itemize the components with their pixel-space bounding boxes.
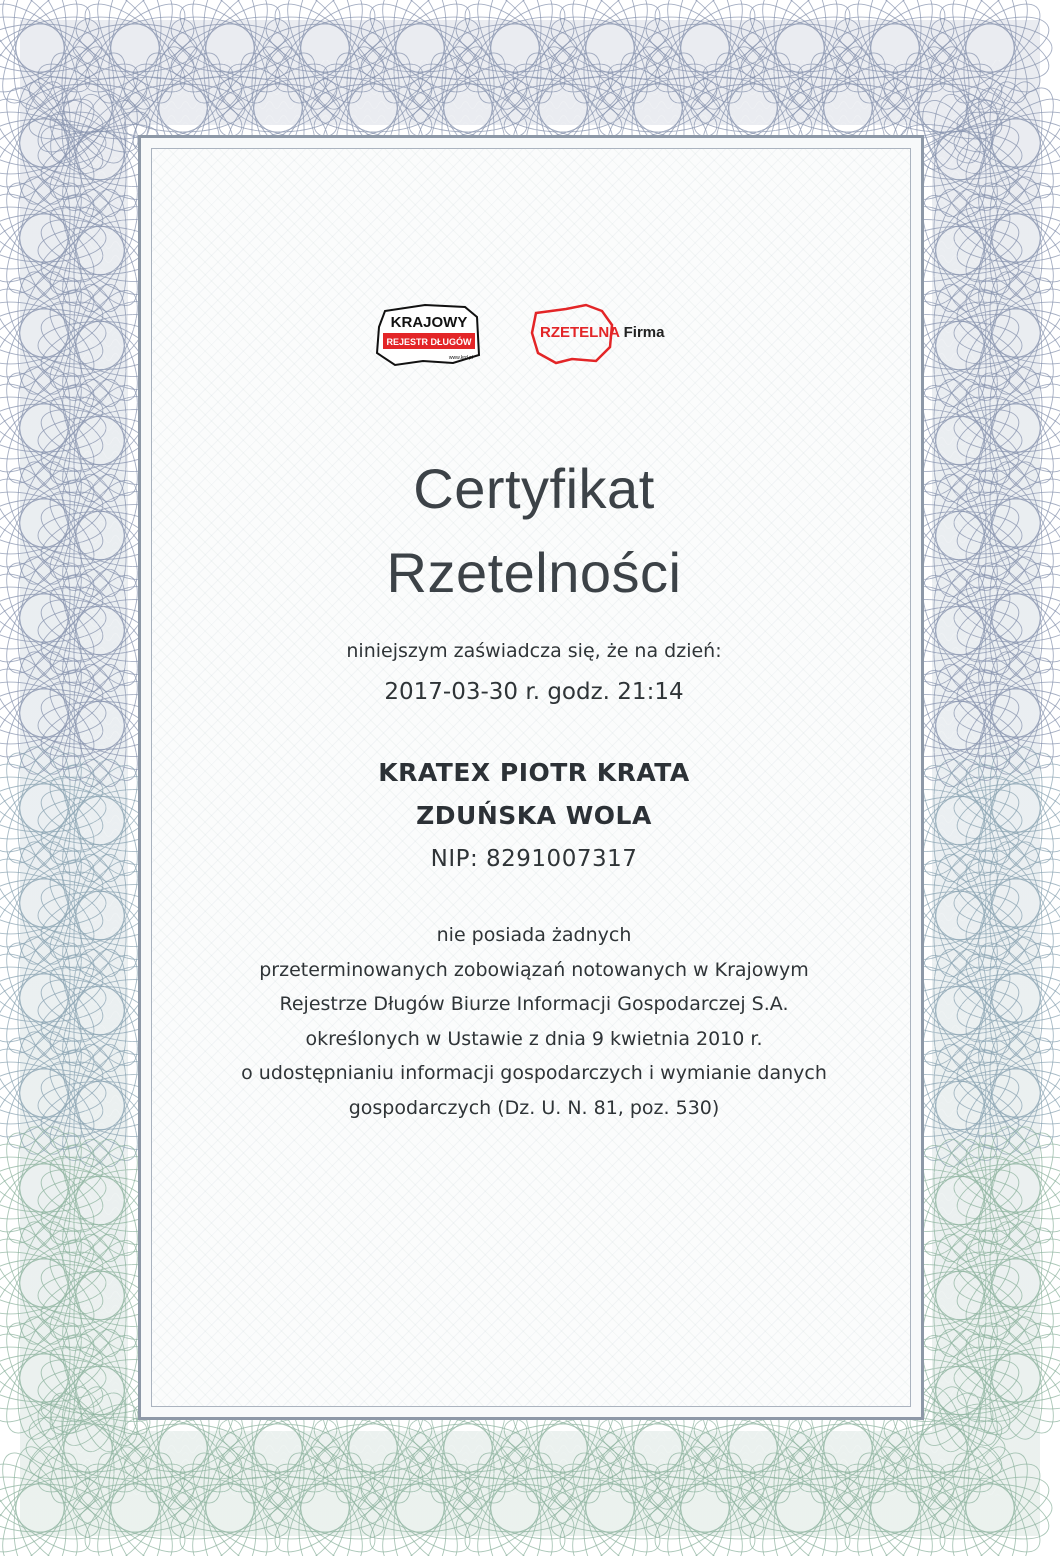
krd-logo — [373, 303, 485, 367]
certificate-title-line1: Certyfikat — [413, 457, 655, 520]
statement-line: o udostępnianiu informacji gospodarczych i wymianie danych — [241, 1062, 827, 1084]
company-name: KRATEX PIOTR KRATA — [378, 758, 690, 787]
statement-line: gospodarczych (Dz. U. N. 81, poz. 530) — [348, 1096, 720, 1119]
intro-text: niniejszym zaświadcza się, że na dzień: — [346, 640, 722, 662]
statement-line: określonych w Ustawie z dnia 9 kwietnia 2010 r. — [305, 1027, 763, 1050]
logo-row — [141, 295, 927, 375]
statement — [141, 918, 927, 1125]
certificate-title-line2: Rzetelności — [386, 541, 682, 604]
rzetelna-firma-logo — [526, 303, 698, 367]
firma-text: Firma — [623, 324, 665, 341]
krd-logo-word2: REJESTR DŁUGÓW — [386, 337, 472, 347]
statement-line: Rejestrze Długów Biurze Informacji Gospodarczej S.A. — [279, 993, 789, 1015]
krd-logo-word1: KRAJOWY — [390, 314, 468, 331]
certificate-date: 2017-03-30 r. godz. 21:14 — [384, 679, 684, 705]
company-city: ZDUŃSKA WOLA — [416, 801, 652, 830]
company-nip: NIP: 8291007317 — [430, 846, 638, 872]
certificate-panel — [138, 135, 924, 1420]
rzetelna-text: RZETELNA — [540, 324, 620, 341]
statement-line: nie posiada żadnych — [436, 924, 632, 946]
krd-logo-url: www.krd.pl — [448, 355, 474, 361]
statement-line: przeterminowanych zobowiązań notowanych w Krajowym — [259, 958, 809, 981]
